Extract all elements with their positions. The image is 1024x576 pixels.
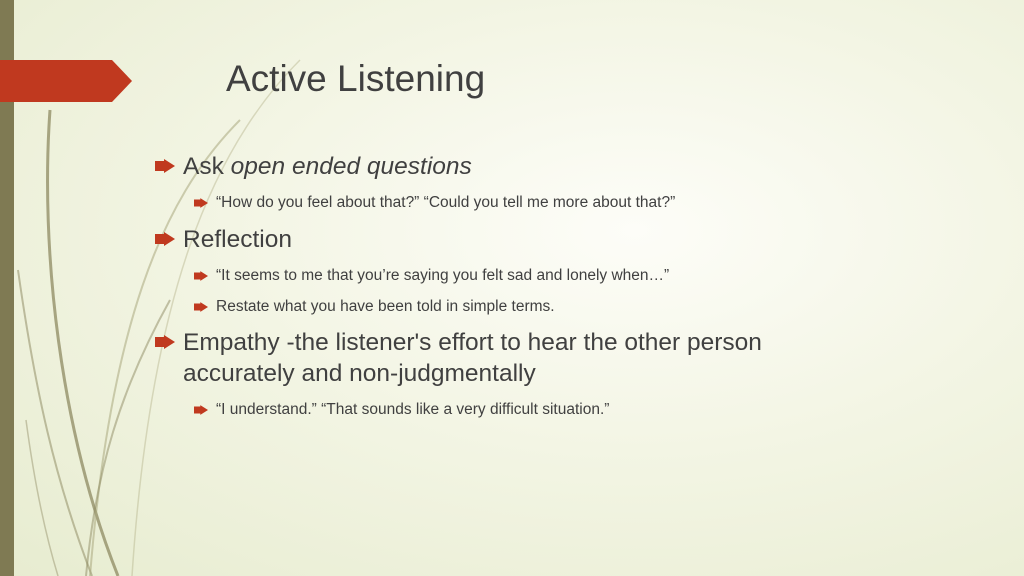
arrow-bullet-icon bbox=[155, 232, 175, 246]
arrow-bullet-icon bbox=[155, 159, 175, 173]
sub-bullet-text: “It seems to me that you’re saying you felt sad and lonely when…” bbox=[216, 267, 670, 284]
arrow-bullet-icon bbox=[194, 405, 208, 415]
arrow-bullet-icon bbox=[194, 198, 208, 208]
bullet-open-ended-questions bbox=[155, 151, 863, 182]
arrow-bullet-icon bbox=[194, 271, 208, 281]
bullet-text: Empathy -the listener's effort to hear the other person accurately and non-judgmentally bbox=[183, 329, 762, 387]
sub-bullet-text: “How do you feel about that?” “Could you tell me more about that?” bbox=[216, 194, 676, 211]
bullet-emphasis-text: open ended questions bbox=[230, 153, 472, 180]
sub-bullet-restate bbox=[194, 297, 856, 317]
arrow-bullet-icon bbox=[155, 335, 175, 349]
bullet-empathy bbox=[155, 327, 863, 389]
bullet-lead-text: Ask bbox=[183, 153, 231, 180]
slide-title: Active Listening bbox=[226, 58, 486, 99]
arrow-bullet-icon bbox=[194, 302, 208, 312]
sub-bullet-empathy-example bbox=[194, 400, 856, 420]
bullet-text: Reflection bbox=[183, 226, 292, 253]
bullet-reflection bbox=[155, 224, 863, 255]
sub-bullet-text: Restate what you have been told in simple terms. bbox=[216, 298, 555, 315]
sub-bullet-reflection-example bbox=[194, 266, 856, 286]
sub-bullet-question-examples bbox=[194, 193, 856, 213]
sub-bullet-text: “I understand.” “That sounds like a very difficult situation.” bbox=[216, 401, 610, 418]
